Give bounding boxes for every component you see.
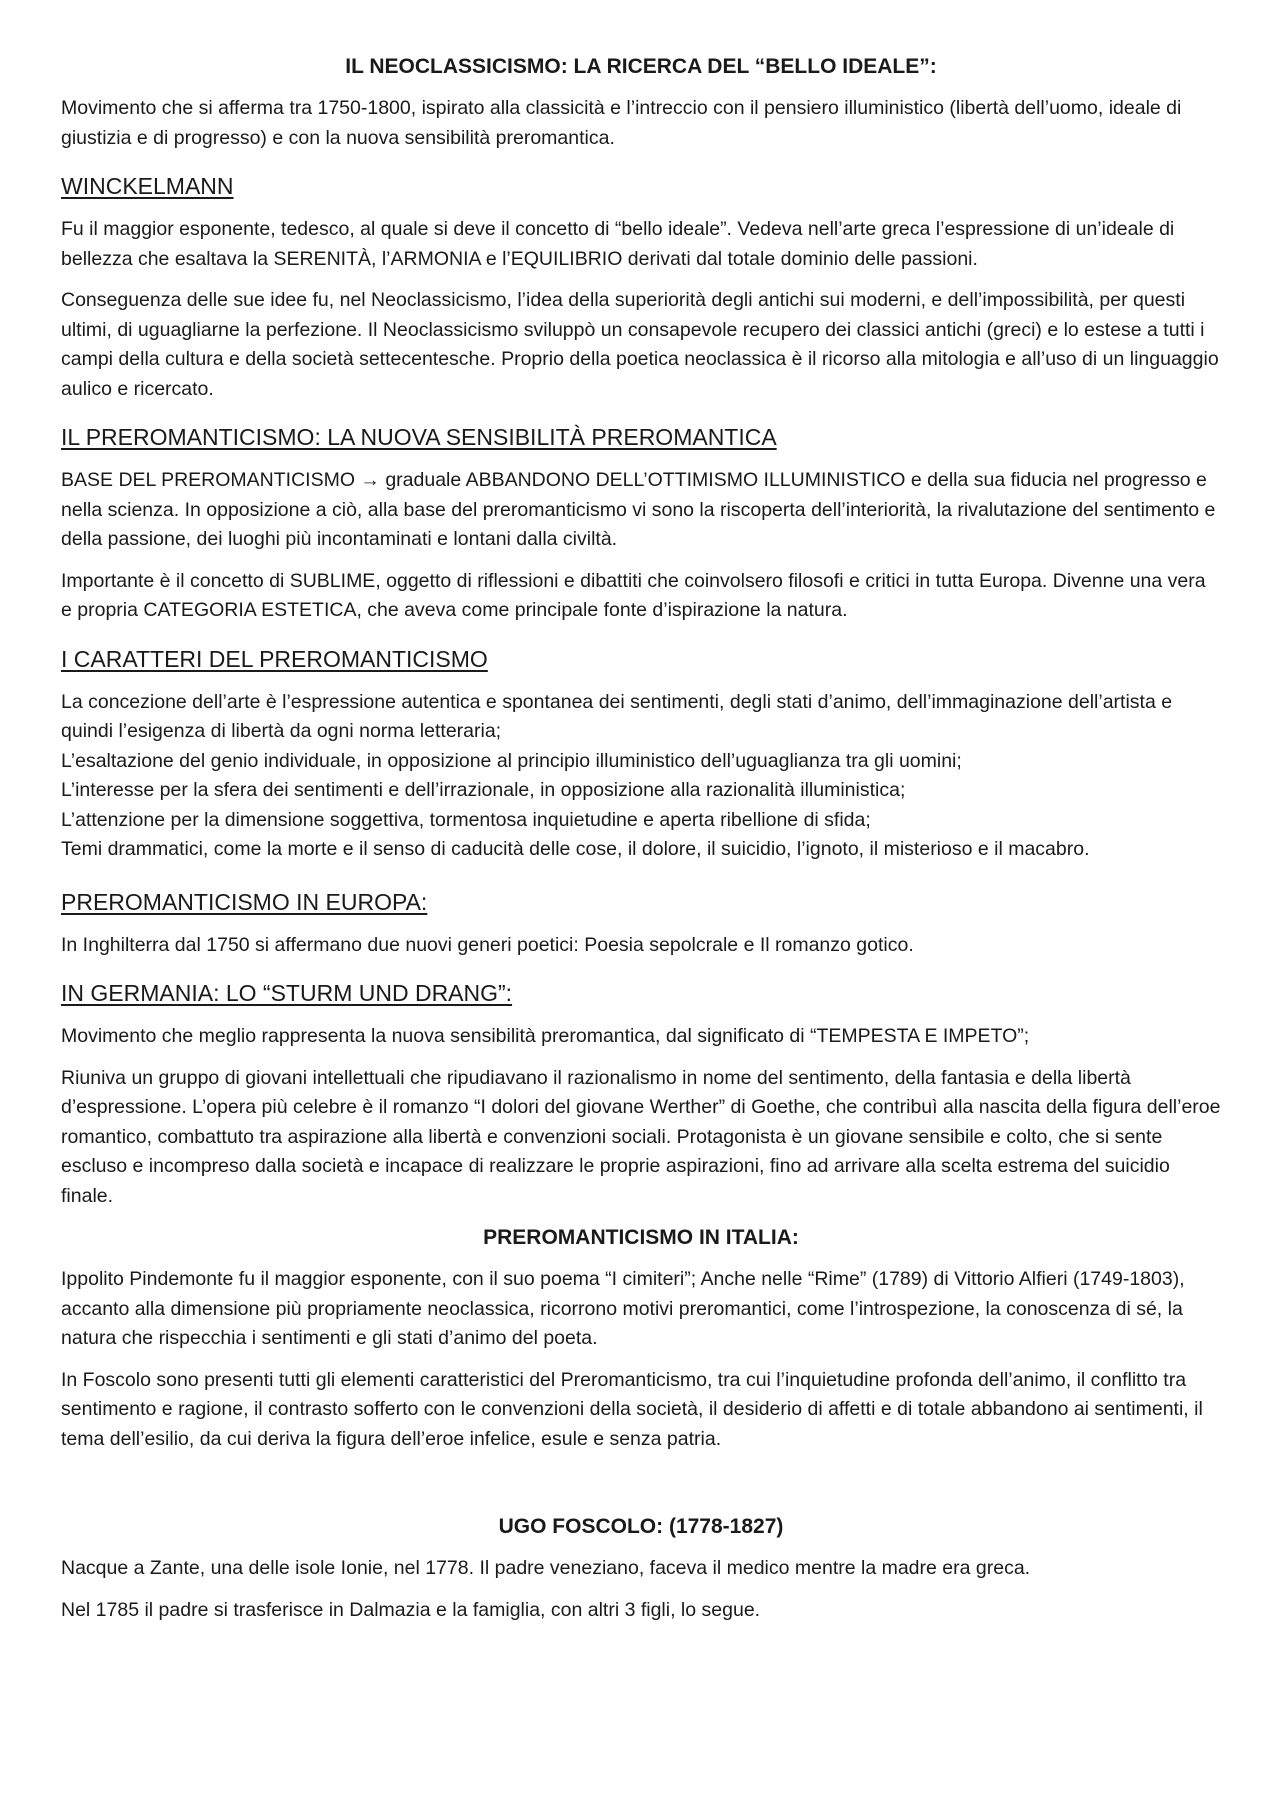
characters-list bbox=[61, 688, 1221, 865]
italy-title: PREROMANTICISMO IN ITALIA: bbox=[483, 1226, 799, 1249]
document-page bbox=[61, 52, 1221, 1637]
section-spacer bbox=[61, 1466, 1221, 1512]
winckelmann-paragraph-1: Fu il maggior esponente, tedesco, al quale si deve il concetto di “bello ideale”. Vedeva nell’arte greca l’espressione di un’ideale di bellezza che esaltava la SERENITÀ, l’ARMONIA e l’EQUILIBRIO derivati dal totale dominio delle passioni. bbox=[61, 218, 1175, 270]
neoclassicism-intro: Movimento che si afferma tra 1750-1800, ispirato alla classicità e l’intreccio con il pensiero illuministico (libertà dell’uomo, ideale di giustizia e di progresso) e con la nuova sensibilità preromantica. bbox=[61, 97, 1182, 149]
list-item: L’esaltazione del genio individuale, in opposizione al principio illuministico dell’uguaglianza tra gli uomini; bbox=[61, 749, 962, 772]
germany-heading: IN GERMANIA: LO “STURM UND DRANG”: bbox=[61, 980, 513, 1006]
italy-paragraph-2: In Foscolo sono presenti tutti gli elementi caratteristici del Preromanticismo, tra cui l’inquietudine profonda dell’animo, il conflitto tra sentimento e ragione, il contrasto sofferto con le convenzioni della società, il desiderio di affetti e di totale abbandono ai sentimenti, il tema dell’esilio, da cui deriva la figura dell’eroe infelice, esule e senza patria. bbox=[61, 1368, 1203, 1450]
foscolo-title: UGO FOSCOLO: (1778-1827) bbox=[498, 1515, 784, 1538]
neoclassicism-title: IL NEOCLASSICISMO: LA RICERCA DEL “BELLO IDEALE”: bbox=[345, 55, 937, 78]
preromanticism-paragraph-2: Importante è il concetto di SUBLIME, oggetto di riflessioni e dibattiti che coinvolsero filosofi e critici in tutta Europa. Divenne una vera e propria CATEGORIA ESTETICA, che aveva come principale fonte d’ispirazione la natura. bbox=[61, 569, 1206, 621]
europe-paragraph: In Inghilterra dal 1750 si affermano due nuovi generi poetici: Poesia sepolcrale e Il romanzo gotico. bbox=[61, 933, 914, 956]
germany-paragraph-2: Riuniva un gruppo di giovani intellettuali che ripudiavano il razionalismo in nome del sentimento, della fantasia e della libertà d’espressione. L’opera più celebre è il romanzo “I dolori del giovane Werther” di Goethe, che contribuì alla nascita della figura dell’eroe romantico, combattuto tra aspirazione alla libertà e convenzioni sociali. Protagonista è un giovane sensibile e colto, che si sente escluso e incompreso dalla società e incapace di realizzare le proprie aspirazioni, fino ad arrivare alla scelta estrema del suicidio finale. bbox=[61, 1066, 1221, 1207]
winckelmann-paragraph-2: Conseguenza delle sue idee fu, nel Neoclassicismo, l’idea della superiorità degli antichi sui moderni, e dell’impossibilità, per questi ultimi, di uguagliarne la perfezione. Il Neoclassicismo sviluppò un consapevole recupero dei classici antichi (greci) e lo estese a tutti i campi della cultura e della società settecentesche. Proprio della poetica neoclassica è il ricorso alla mitologia e all’uso di un linguaggio aulico e ricercato. bbox=[61, 289, 1219, 400]
characters-heading: I CARATTERI DEL PREROMANTICISMO bbox=[61, 645, 488, 672]
list-item: L’interesse per la sfera dei sentimenti e dell’irrazionale, in opposizione alla razionalità illuministica; bbox=[61, 779, 906, 801]
list-item: La concezione dell’arte è l’espressione autentica e spontanea dei sentimenti, degli stati d’animo, dell’immaginazione dell’artista e quindi l’esigenza di libertà da ogni norma letteraria; bbox=[61, 690, 1173, 742]
italy-paragraph-1: Ippolito Pindemonte fu il maggior esponente, con il suo poema “I cimiteri”; Anche nelle “Rime” (1789) di Vittorio Alfieri (1749-1803), accanto alla dimensione più propriamente neoclassica, ricorrono motivi preromantici, come l’introspezione, la conoscenza di sé, la natura che rispecchia i sentimenti e gli stati d’animo del poeta. bbox=[61, 1268, 1185, 1349]
preromanticism-paragraph-1: BASE DEL PREROMANTICISMO → graduale ABBANDONO DELL’OTTIMISMO ILLUMINISTICO e della sua fiducia nel progresso e nella scienza. In opposizione a ciò, alla base del preromanticismo vi sono la riscoperta dell’interiorità, la rivalutazione del sentimento e della passione, dei luoghi più incontaminati e lontani dalla civiltà. bbox=[61, 469, 1216, 550]
foscolo-paragraph-2: Nel 1785 il padre si trasferisce in Dalmazia e la famiglia, con altri 3 figli, lo segue. bbox=[61, 1598, 761, 1621]
winckelmann-heading: WINCKELMANN bbox=[61, 173, 234, 199]
germany-paragraph-1: Movimento che meglio rappresenta la nuova sensibilità preromantica, dal significato di “TEMPESTA E IMPETO”; bbox=[61, 1025, 1030, 1047]
list-item: Temi drammatici, come la morte e il senso di caducità delle cose, il dolore, il suicidio, l’ignoto, il misterioso e il macabro. bbox=[61, 838, 1090, 860]
foscolo-paragraph-1: Nacque a Zante, una delle isole Ionie, nel 1778. Il padre veneziano, faceva il medico mentre la madre era greca. bbox=[61, 1557, 1031, 1579]
preromanticism-heading: IL PREROMANTICISMO: LA NUOVA SENSIBILITÀ PREROMANTICA bbox=[61, 424, 777, 450]
europe-heading: PREROMANTICISMO IN EUROPA: bbox=[61, 888, 428, 915]
list-item: L’attenzione per la dimensione soggettiva, tormentosa inquietudine e aperta ribellione di sfida; bbox=[61, 808, 871, 831]
